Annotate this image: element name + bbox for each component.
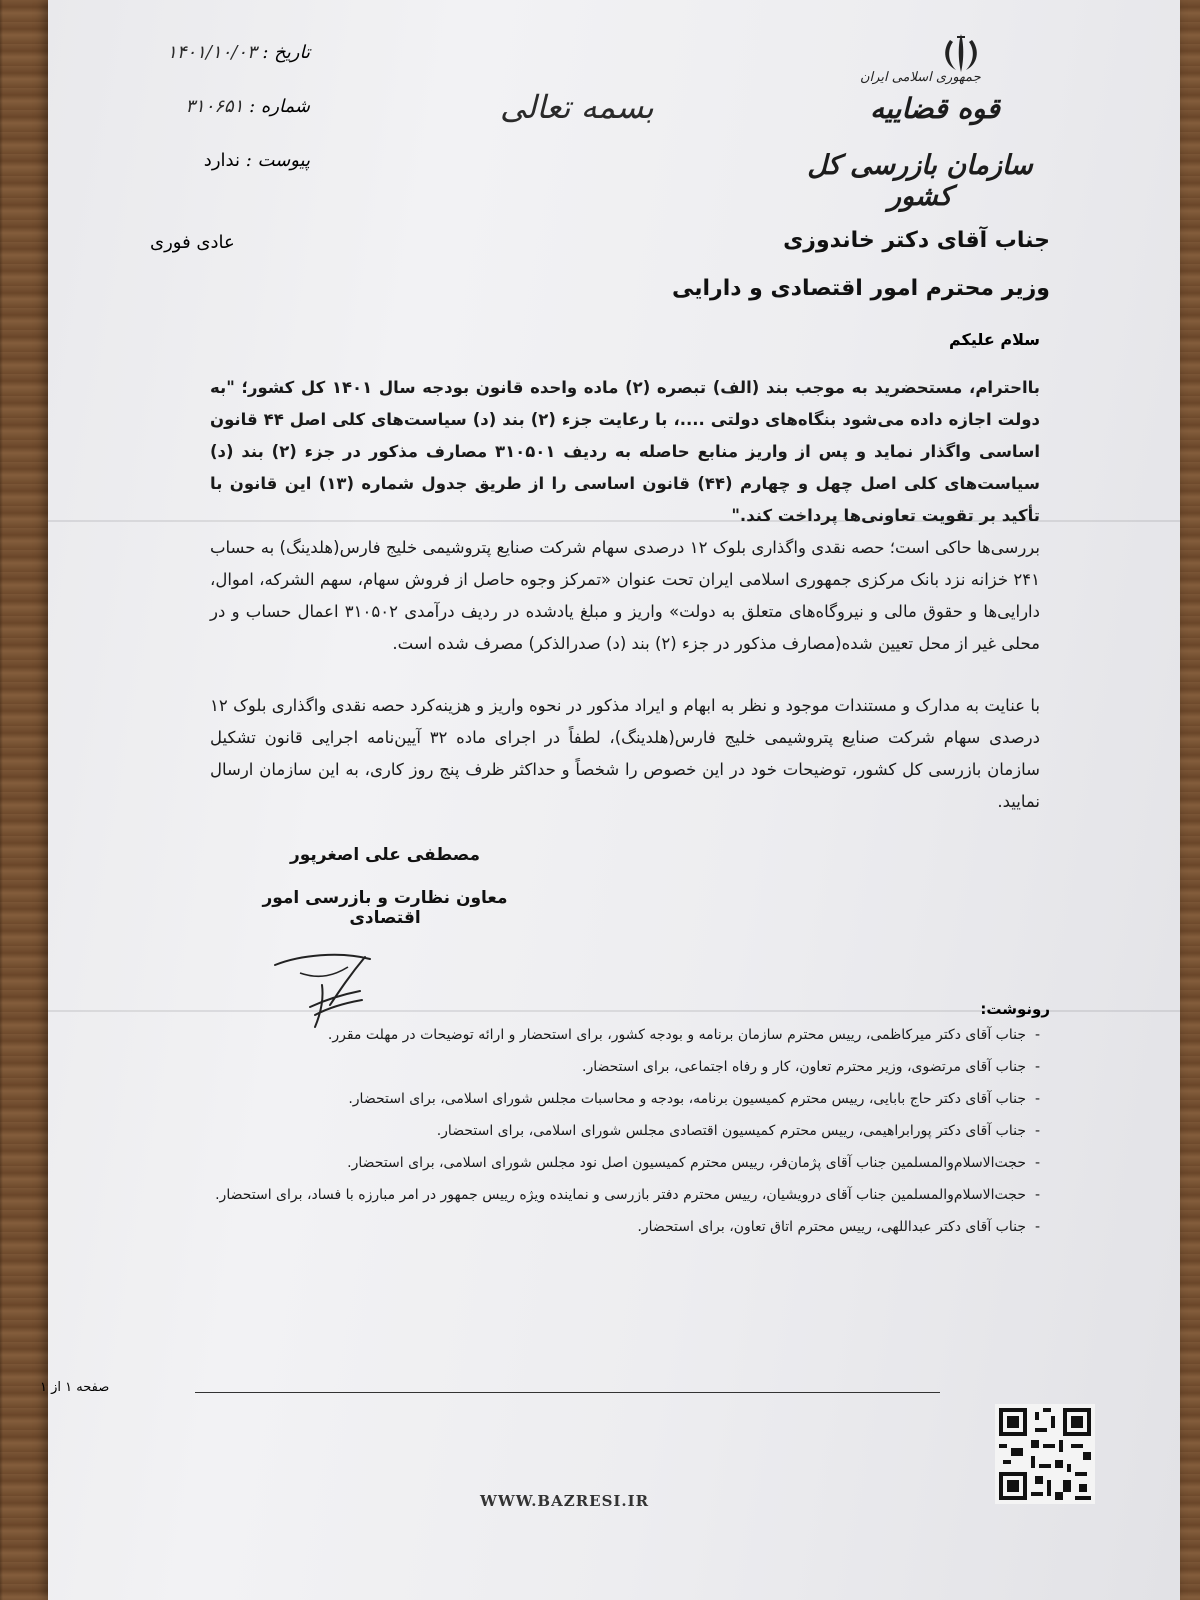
basmala: بسمه تعالی bbox=[500, 88, 654, 126]
attachment-field bbox=[150, 150, 310, 171]
number-value: ۳۱۰۶۵۱ bbox=[185, 96, 244, 117]
copy-recipient: - حجت‌الاسلام‌والمسلمین جناب آقای درویشیان، رییس محترم دفتر بازرسی و نماینده ویژه رییس جمهور در امر مبارزه با فساد، برای استحضار. bbox=[170, 1185, 1040, 1205]
urgency-label: عادی فوری bbox=[150, 232, 235, 253]
website-url[interactable]: WWW.BAZRESI.IR bbox=[480, 1492, 650, 1510]
copies-list bbox=[170, 1025, 1040, 1249]
date-label: تاریخ : bbox=[262, 42, 310, 63]
copy-recipient: - جناب آقای مرتضوی، وزیر محترم تعاون، کار و رفاه اجتماعی، برای استحضار. bbox=[170, 1057, 1040, 1077]
signer-name: مصطفی علی اصغرپور bbox=[289, 845, 481, 865]
body-paragraph-1: بااحترام، مستحضرید به موجب بند (الف) تبصره (۲) ماده واحده قانون بودجه سال ۱۴۰۱ کل کشور؛ "به دولت اجازه داده می‌شود بنگاه‌های دولتی ....، با رعایت جزء (۲) بند (د) سیاست‌های کلی اصل ۴۴ قانون اساسی واگذار نماید و پس از واریز منابع حاصله به ردیف ۳۱۰۵۰۱ مصارف مذکور در جزء (۲) بند (د) سیاست‌های کلی اصل چهل و چهارم (۴۴) قانون اساسی را از طریق جدول شماره (۱۳) این قانون با تأکید بر تقویت تعاونی‌ها پرداخت کند." bbox=[210, 378, 1041, 525]
attachment-value: ندارد bbox=[203, 150, 240, 171]
greeting: سلام علیکم bbox=[948, 330, 1040, 349]
recipient-name: جناب آقای دکتر خاندوزی bbox=[783, 228, 1050, 253]
footer-divider bbox=[195, 1392, 940, 1393]
number-label: شماره : bbox=[249, 96, 310, 117]
copy-recipient: - حجت‌الاسلام‌والمسلمین جناب آقای پژمان‌فر، رییس محترم کمیسیون اصل نود مجلس شورای اسلامی، برای استحضار. bbox=[170, 1153, 1040, 1173]
recipient-title: وزیر محترم امور اقتصادی و دارایی bbox=[671, 276, 1050, 301]
body-paragraph-3: با عنایت به مدارک و مستندات موجود و نظر به ابهام و ایراد مذکور در نحوه واریز و هزینه‌کرد حصه نقدی واگذاری بلوک ۱۲ درصدی سهام شرکت صنایع پتروشیمی خلیج فارس(هلدینگ)، لطفاً در اجرای ماده ۳۲ آیین‌نامه اجرایی قانون تشکیل سازمان بازرسی کل کشور، توضیحات خود در این خصوص را شخصاً و حداکثر ظرف پنج روز کاری، به این سازمان ارسال نمایید. bbox=[210, 696, 1040, 811]
copy-recipient: - جناب آقای دکتر عبداللهی، رییس محترم اتاق تعاون، برای استحضار. bbox=[170, 1217, 1040, 1237]
page-number: صفحه ۱ از ۱ bbox=[40, 1380, 110, 1395]
number-field bbox=[150, 96, 310, 117]
copy-recipient: - جناب آقای دکتر حاج بابایی، رییس محترم کمیسیون برنامه، بودجه و محاسبات مجلس شورای اسلامی، برای استحضار. bbox=[170, 1089, 1040, 1109]
handwritten-signature-icon bbox=[270, 945, 390, 1030]
attachment-label: پیوست : bbox=[245, 150, 310, 171]
copies-title: رونوشت: bbox=[980, 1000, 1050, 1018]
org-line-inspection: سازمان بازرسی کل کشور bbox=[807, 150, 1033, 212]
body-paragraph-2: بررسی‌ها حاکی است؛ حصه نقدی واگذاری بلوک ۱۲ درصدی سهام شرکت صنایع پتروشیمی خلیج فارس(هلدینگ) به حساب ۲۴۱ خزانه نزد بانک مرکزی جمهوری اسلامی ایران تحت عنوان «تمرکز وجوه حاصل از فروش سهام، سهم الشرکه، اموال، دارایی‌ها و حقوق مالی و نیروگاه‌های متعلق به دولت» واریز و مبلغ یادشده در ردیف درآمدی ۳۱۰۵۰۲ اعمال حساب و در محلی غیر از محل تعیین شده(مصارف مذکور در جزء (۲) بند (د) صدرالذکر) مصرف شده است. bbox=[210, 538, 1040, 653]
date-value: ۱۴۰۱/۱۰/۰۳ bbox=[167, 42, 257, 63]
signer-title: معاون نظارت و بازرسی امور اقتصادی bbox=[262, 888, 508, 928]
copy-recipient: - جناب آقای دکتر پورابراهیمی، رییس محترم کمیسیون اقتصادی مجلس شورای اسلامی، برای استحضار. bbox=[170, 1121, 1040, 1141]
org-line-republic: جمهوری اسلامی ایران bbox=[860, 70, 981, 85]
org-line-judiciary: قوه قضاییه bbox=[870, 92, 1000, 125]
qr-code-icon bbox=[995, 1404, 1095, 1504]
copy-recipient: - جناب آقای دکتر میرکاظمی، رییس محترم سازمان برنامه و بودجه کشور، برای استحضار و ارائه توضیحات در مهلت مقرر. bbox=[170, 1025, 1040, 1045]
date-field bbox=[150, 42, 310, 63]
